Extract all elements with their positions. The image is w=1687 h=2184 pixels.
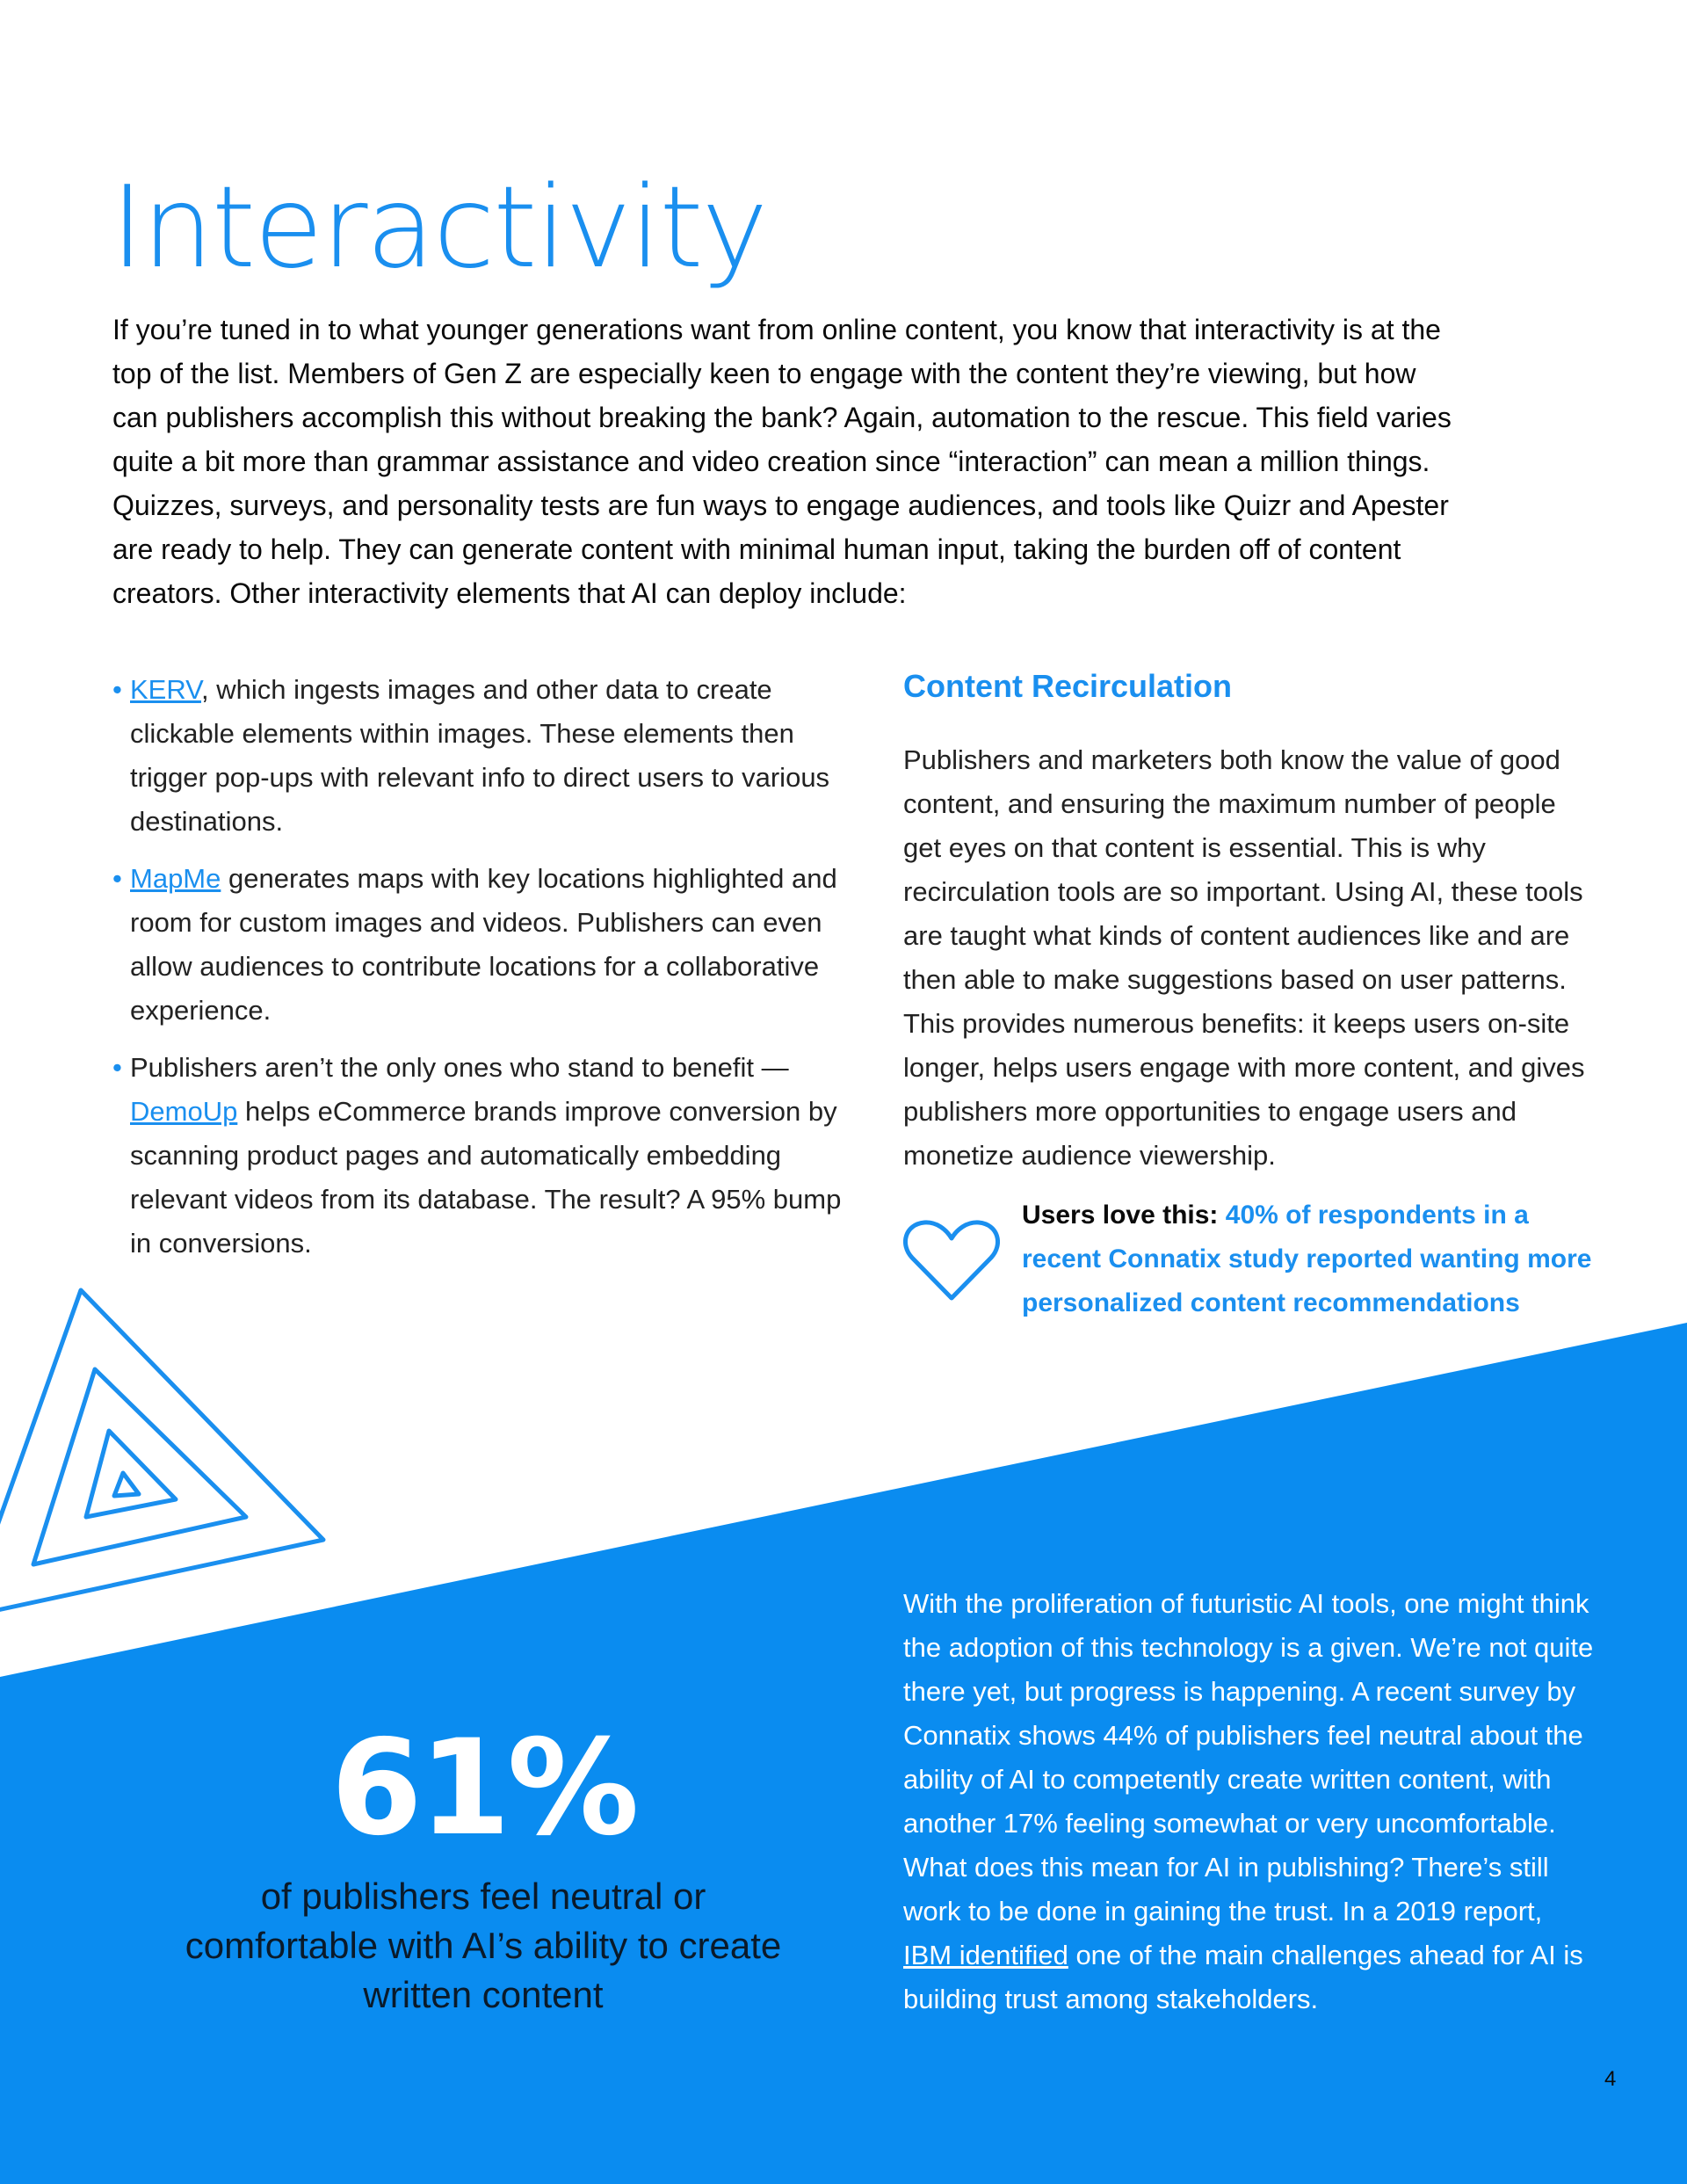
callout-stat (1022, 1194, 1602, 1325)
kerv-link[interactable]: KERV (130, 674, 202, 705)
trust-paragraph (903, 1582, 1597, 2021)
list-item-pretext: Publishers aren’t the only ones who stand to benefit — (130, 1052, 789, 1083)
demoup-link[interactable]: DemoUp (130, 1096, 238, 1127)
callout-lead: Users love this: (1022, 1201, 1219, 1230)
stat-caption: of publishers feel neutral or comfortable with AI’s ability to create written content (185, 1876, 782, 2015)
intro-paragraph: If you’re tuned in to what younger generations want from online content, you know that interactivity is at the top of the list. Members of Gen Z are especially keen to engage with the content they’re viewing, but how can publishers accomplish this without breaking the bank? Again, automation to the rescue. This field varies quite a bit more than grammar assistance and video creation since “interaction” can mean a million things. Quizzes, surveys, and personality tests are fun ways to engage audiences, and tools like Quizr and Apester are ready to help. They can generate content with minimal human input, taking the burden off of content creators. Other interactivity elements that AI can deploy include: (112, 314, 1452, 609)
interactivity-tools-list (112, 668, 842, 1279)
callout-text: 40% of respondents in a recent Connatix study reported wanting more personalized content recommendations (1022, 1201, 1592, 1317)
stat-percentage: 61% (330, 1712, 636, 1865)
mapme-link[interactable]: MapMe (130, 863, 221, 894)
list-item (112, 1046, 842, 1266)
bullet-dot: • (112, 674, 122, 705)
ibm-identified-link[interactable]: IBM identified (903, 1940, 1068, 1970)
list-item (112, 857, 842, 1033)
page-title: Interactivity (111, 163, 767, 294)
list-item-text: , which ingests images and other data to create clickable elements within images. These elements then trigger pop-ups with relevant info to direct users to various destinations. (130, 674, 830, 837)
recirculation-body: Publishers and marketers both know the value of good content, and ensuring the maximum number of people get eyes on that content is essential. This is why recirculation tools are so important. Using AI, these tools are taught what kinds of content audiences like and are then able to make suggestions based on user patterns. This provides numerous benefits: it keeps users on-site longer, helps users engage with more content, and gives publishers more opportunities to engage users and monetize audience viewership. (903, 744, 1585, 1171)
recirculation-heading: Content Recirculation (903, 668, 1233, 704)
bullet-dot: • (112, 863, 122, 894)
bullet-dot: • (112, 1052, 122, 1083)
list-item-text: helps eCommerce brands improve conversion by scanning product pages and automatically embedding relevant videos from its database. The result? A 95% bump in conversions. (130, 1096, 842, 1259)
concentric-triangle-icon (0, 1274, 334, 1643)
trust-text-post: one of the main challenges ahead for AI is building trust among stakeholders. (903, 1940, 1583, 2014)
trust-text-pre: With the proliferation of futuristic AI tools, one might think the adoption of this technology is a given. We’re not quite there yet, but progress is happening. A recent survey by Connatix shows 44% of publishers feel neutral about the ability of AI to competently create written content, with another 17% feeling somewhat or very uncomfortable. What does this mean for AI in publishing? There’s still work to be done in gaining the trust. In a 2019 report, (903, 1588, 1594, 1926)
list-item-text: generates maps with key locations highlighted and room for custom images and videos. Publishers can even allow audiences to contribute locations for a collaborative experience. (130, 863, 837, 1026)
page-number: 4 (1604, 2067, 1617, 2091)
heart-icon (903, 1217, 1000, 1305)
list-item (112, 668, 842, 844)
